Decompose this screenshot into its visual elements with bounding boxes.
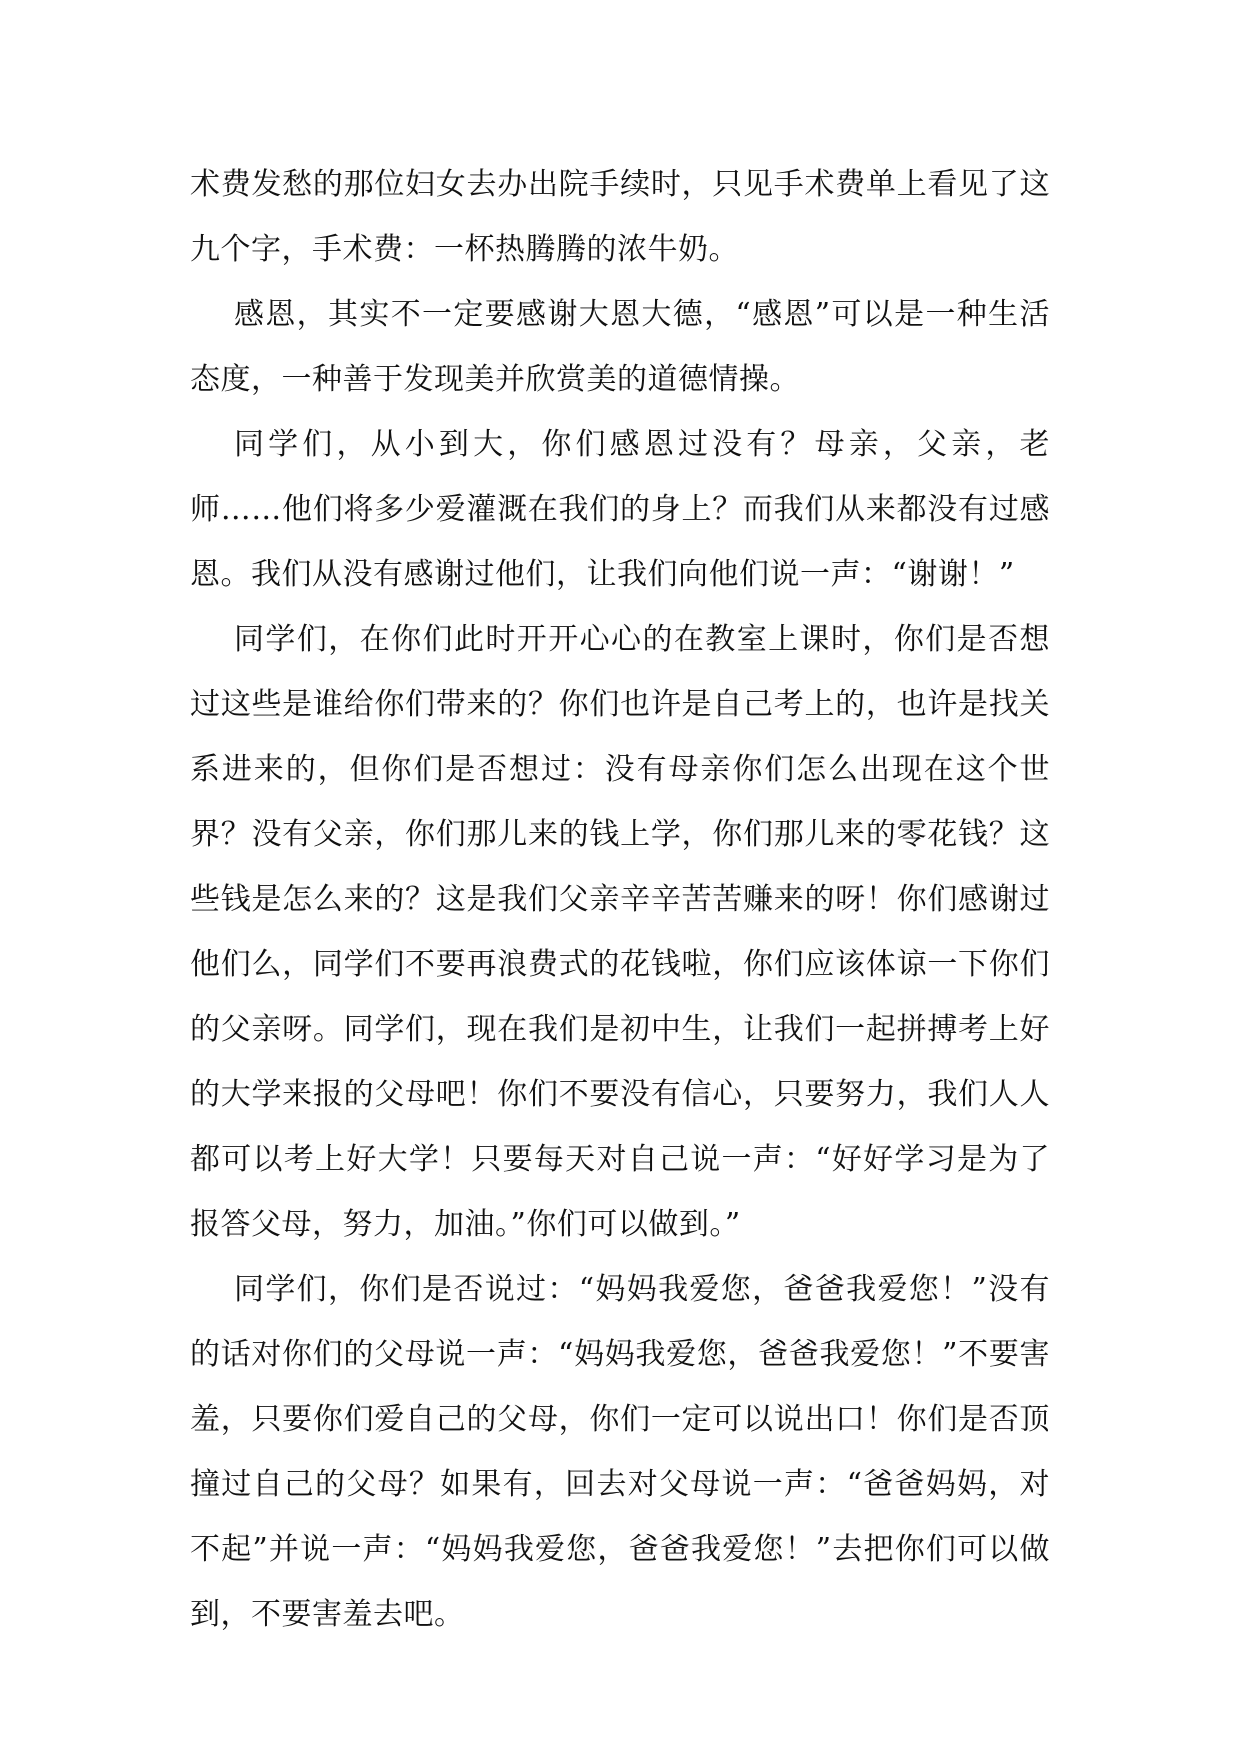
paragraph-1: 术费发愁的那位妇女去办出院手续时，只见手术费单上看见了这九个字，手术费：一杯热腾腾的浓牛奶。 [190,167,1050,267]
paragraph-4: 同学们，在你们此时开开心心的在教室上课时，你们是否想过这些是谁给你们带来的？你们也许是自己考上的，也许是找关系进来的，但你们是否想过：没有母亲你们怎么出现在这个世界？没有父亲，你们那儿来的钱上学，你们那儿来的零花钱？这些钱是怎么来的？这是我们父亲辛辛苦苦赚来的呀！你们感谢过他们么，同学们不要再浪费式的花钱啦，你们应该体谅一下你们的父亲呀。同学们，现在我们是初中生，让我们一起拼搏考上好的大学来报的父母吧！你们不要没有信心，只要努力，我们人人都可以考上好大学！只要每天对自己说一声：“好好学习是为了报答父母，努力，加油。”你们可以做到。” [190,622,1050,1242]
paragraph-2: 感恩，其实不一定要感谢大恩大德，“感恩”可以是一种生活态度，一种善于发现美并欣赏美的道德情操。 [190,297,1050,397]
document-body [190,152,1050,1647]
paragraph-3: 同学们，从小到大，你们感恩过没有？母亲，父亲，老师……他们将多少爱灌溉在我们的身上？而我们从来都没有过感恩。我们从没有感谢过他们，让我们向他们说一声：“谢谢！” [190,427,1050,592]
paragraph-5: 同学们，你们是否说过：“妈妈我爱您，爸爸我爱您！”没有的话对你们的父母说一声：“妈妈我爱您，爸爸我爱您！”不要害羞，只要你们爱自己的父母，你们一定可以说出口！你们是否顶撞过自己的父母？如果有，回去对父母说一声：“爸爸妈妈，对不起”并说一声：“妈妈我爱您，爸爸我爱您！”去把你们可以做到，不要害羞去吧。 [190,1272,1050,1632]
